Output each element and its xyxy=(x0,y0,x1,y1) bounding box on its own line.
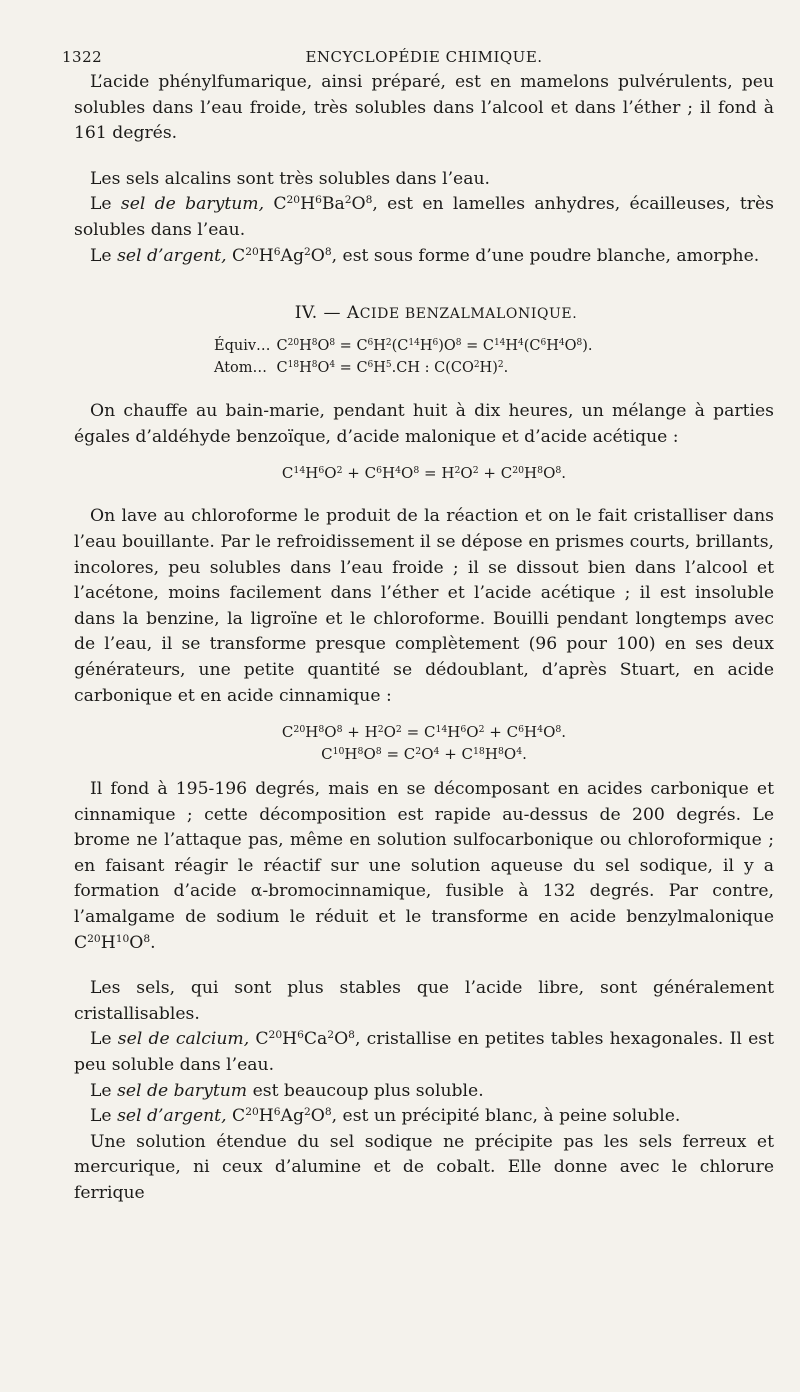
paragraph-phenylfumaric: L’acide phénylfumarique, ainsi préparé, est en mamelons pulvérulents, peu solubles dans l’eau froide, très solubles dans l’alcool et dans l’éther ; il fond à 161 degrés. xyxy=(74,72,774,144)
paragraph-melting: Il fond à 195-196 degrés, mais en se décomposant en acides carbonique et cinnamique ; cette décomposition est rapide au-dessus de 200 degrés. Le brome ne l’attaque pas, même en solution sulfocarbonique ou chloroformique ; en faisant réagir le réactif sur une solution aqueuse du sel sodique, il y a formation d’acide α-bromocinnamique, fusible à 132 degrés. Par contre, l’amalgame de sodium le réduit et le transforme en acide benzylmalonique $C^{20}H^{10}O^8$. xyxy=(74,779,774,953)
page-number: 1322 xyxy=(62,48,103,66)
paragraph-silver-salt-2: Le sel d’argent, $C^{20}H^6Ag^2O^8$, est un précipité blanc, à peine soluble. xyxy=(90,1105,681,1127)
section-heading: IV. — ACIDE BENZALMALONIQUE. xyxy=(294,303,578,324)
paragraph-calcium-salt: Le sel de calcium, $C^{20}H^6Ca^2O^8$, cristallise en petites tables hexagonales. Il est peu soluble dans l’eau. xyxy=(74,1028,774,1076)
equation-decomposition: $C^{10}H^8O^8 = C^2O^4 + C^{18}H^8O^4$. xyxy=(321,745,527,764)
equation-synthesis: $C^{14}H^6O^2 + C^6H^4O^8 = H^2O^2 + C^{20}H^8O^8$. xyxy=(281,464,567,483)
formula-atom: Atom… $C^{18}H^8O^4 = C^6H^5.CH$ : $C(CO^2H)^2$. xyxy=(214,360,509,377)
paragraph-silver-salt: Le sel d’argent, $C^{20}H^6Ag^2O^8$, est sous forme d’une poudre blanche, amorphe. xyxy=(90,244,760,266)
paragraph-salts: Les sels, qui sont plus stables que l’acide libre, sont généralement cristallisables. xyxy=(74,978,774,1024)
paragraph-barium-salt: Le sel de barytum, $C^{20}H^6Ba^2O^8$, est en lamelles anhydres, écailleuses, très solubles dans l’eau. xyxy=(74,193,774,240)
formula-block xyxy=(214,335,599,379)
paragraph-alkali-salts: Les sels alcalins sont très solubles dans l’eau. xyxy=(90,168,490,189)
equation-hydrolysis: $C^{20}H^8O^8 + H^2O^2 = C^{14}H^6O^2 + C^6H^4O^8$. xyxy=(281,723,567,742)
paragraph-preparation: On chauffe au bain-marie, pendant huit à dix heures, un mélange à parties égales d’aldéhyde benzoïque, d’acide malonique et d’acide acétique : xyxy=(74,401,774,447)
page-header xyxy=(62,40,774,70)
paragraph-barium-salt-2: Le sel de barytum est beaucoup plus soluble. xyxy=(90,1080,484,1101)
paragraph-purification: On lave au chloroforme le produit de la réaction et on le fait cristalliser dans l’eau bouillante. Par le refroidissement il se dépose en prismes courts, brillants, incolores, peu solubles dans l’eau froide ; il se dissout bien dans l’alcool et l’acétone, moins facilement dans l’éther et l’acide acétique ; il est insoluble dans la benzine, la ligroïne et le chloroforme. Bouilli pendant longtemps avec de l’eau, il se transforme presque complètement (96 pour 100) en ses deux générateurs, une petite quantité se dédoublant, d’après Stuart, en acide carbonique et en acide cinnamique : xyxy=(74,506,774,706)
formula-equiv: Équiv… $C^{20}H^8O^8 = C^6H^2(C^{14}H^6)O^8 = C^{14}H^4(C^6H^4O^8)$. xyxy=(214,338,593,355)
paragraph-sodium-solution: Une solution étendue du sel sodique ne précipite pas les sels ferreux et mercurique, ni ceux d’alumine et de cobalt. Elle donne avec le chlorure ferrique xyxy=(74,1131,774,1203)
running-title: ENCYCLOPÉDIE CHIMIQUE. xyxy=(305,48,543,66)
